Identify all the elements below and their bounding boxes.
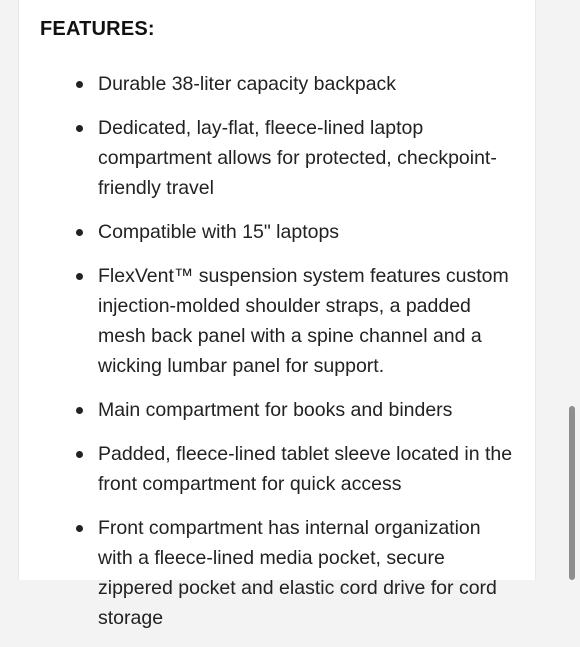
feature-text: Durable 38-liter capacity backpack [98,73,397,95]
bullet-icon [76,407,83,414]
feature-text: Dedicated, lay-flat, fleece-lined laptop compartment allows for protected, checkpoint-friendly travel [98,117,497,199]
feature-text: Padded, fleece-lined tablet sleeve located in the front compartment for quick access [98,443,513,495]
features-heading: FEATURES: [40,18,155,40]
features-list [19,69,519,647]
bullet-icon [76,451,83,458]
vertical-scrollbar[interactable] [569,406,575,580]
bullet-icon [76,273,83,280]
bullet-icon [76,81,83,88]
feature-text: Compatible with 15" laptops [98,221,340,243]
feature-item [19,217,519,247]
feature-item [19,513,519,633]
feature-item [19,113,519,203]
feature-text: Main compartment for books and binders [98,399,453,421]
feature-text: FlexVent™ suspension system features custom injection-molded shoulder straps, a padded mesh back panel with a spine channel and a wicking lumbar panel for support. [98,265,509,377]
feature-item [19,395,519,425]
bullet-icon [76,125,83,132]
feature-text: Front compartment has internal organization with a fleece-lined media pocket, secure zippered pocket and elastic cord drive for cord storage [98,517,497,629]
bullet-icon [76,229,83,236]
bullet-icon [76,525,83,532]
feature-item [19,439,519,499]
feature-item [19,261,519,381]
feature-item [19,69,519,99]
product-description-panel [18,0,536,629]
